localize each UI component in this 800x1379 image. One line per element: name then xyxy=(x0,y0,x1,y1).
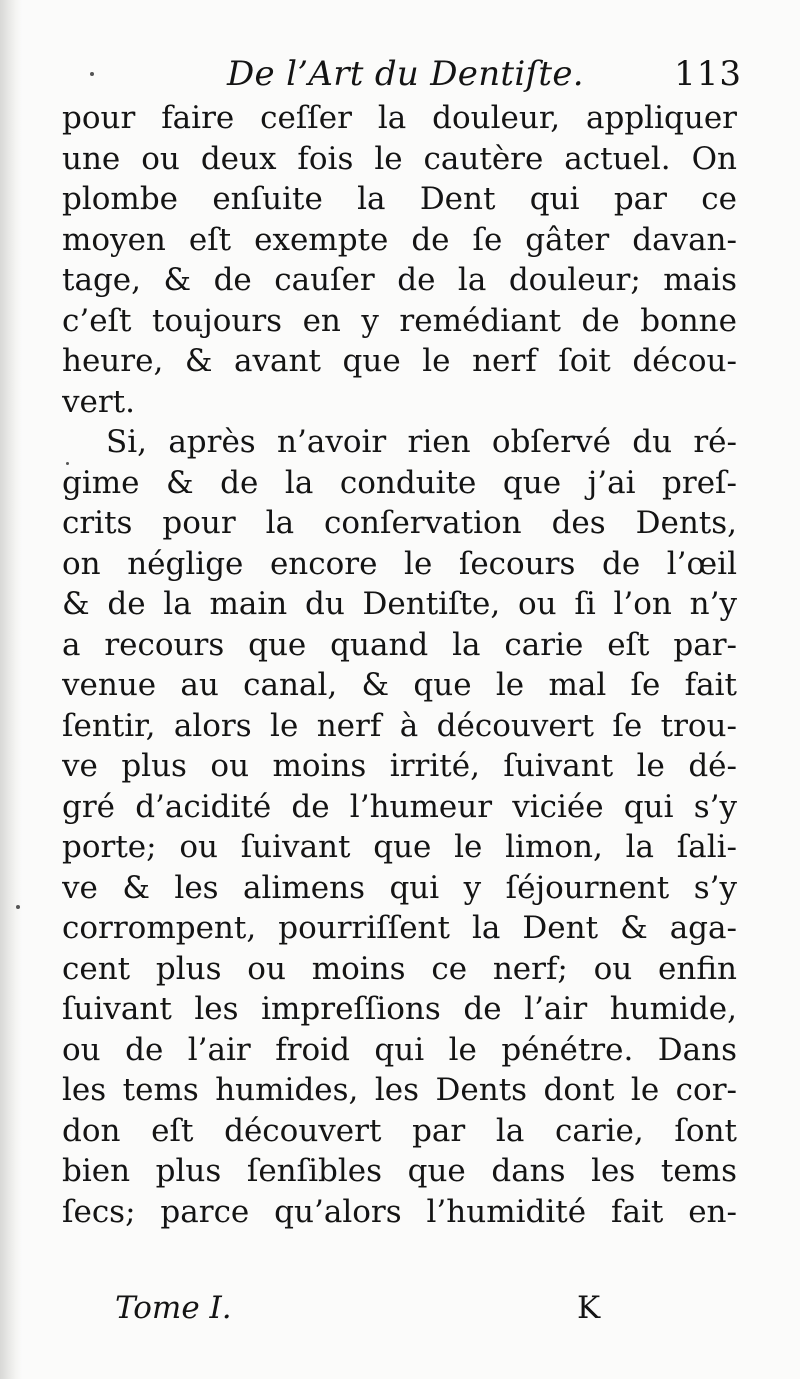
signature-mark: K xyxy=(577,1290,601,1326)
text-line: une ou deux fois le cautère actuel. On xyxy=(62,140,737,177)
text-line: bien plus ſenſibles que dans les tems xyxy=(62,1153,737,1189)
text-line: ſentir, alors le nerf à découvert ſe trou- xyxy=(62,707,737,744)
text-line: gré d’acidité de l’humeur viciée qui s’y xyxy=(62,788,737,825)
ink-speck xyxy=(90,72,94,76)
running-header xyxy=(62,50,742,100)
paragraph-first-line: Si, après n’avoir rien obſervé du ré- xyxy=(106,424,737,460)
text-line: cent plus ou moins ce nerf; ou enfin xyxy=(62,950,737,987)
ink-speck xyxy=(66,462,69,465)
text-line: heure, & avant que le nerf ſoit décou- xyxy=(62,343,737,379)
text-line: vert. xyxy=(62,383,135,420)
page-number: 113 xyxy=(674,54,742,94)
page-edge-shadow xyxy=(0,0,22,1379)
text-line: ve plus ou moins irrité, ſuivant le dé- xyxy=(62,748,737,784)
text-line: c’eſt toujours en y remédiant de bonne xyxy=(62,302,737,339)
ink-speck xyxy=(16,905,20,909)
text-line: moyen eſt exempte de ſe gâter davan- xyxy=(62,221,737,258)
body-text xyxy=(62,98,737,1232)
text-line: don eſt découvert par la carie, ſont xyxy=(62,1112,737,1149)
text-line: gime & de la conduite que j’ai preſ- xyxy=(62,464,737,501)
text-line: pour faire ceſſer la douleur, appliquer xyxy=(62,100,737,136)
running-title: De l’Art du Dentiſte. xyxy=(227,54,584,94)
text-line: ſuivant les impreſſions de l’air humide, xyxy=(62,991,737,1027)
text-line: tage, & de cauſer de la douleur; mais xyxy=(62,262,737,298)
text-line: ve & les alimens qui y ſéjournent s’y xyxy=(62,869,737,906)
text-line: ſecs; parce qu’alors l’humidité fait en- xyxy=(62,1193,737,1230)
text-line: venue au canal, & que le mal ſe fait xyxy=(62,667,737,703)
page-footer xyxy=(115,1290,615,1334)
text-line: les tems humides, les Dents dont le cor- xyxy=(62,1072,737,1108)
text-line: corrompent, pourriſſent la Dent & aga- xyxy=(62,910,737,946)
text-line: porte; ou ſuivant que le limon, la ſali- xyxy=(62,829,737,865)
text-line: a recours que quand la carie eſt par- xyxy=(62,626,737,663)
text-line: crits pour la conſervation des Dents, xyxy=(62,505,737,541)
volume-mark: Tome I. xyxy=(115,1290,232,1326)
text-line: ou de l’air froid qui le pénétre. Dans xyxy=(62,1031,737,1068)
text-line: & de la main du Dentiſte, ou ſi l’on n’y xyxy=(62,586,737,622)
text-line: plombe enſuite la Dent qui par ce xyxy=(62,181,737,217)
text-line: on néglige encore le ſecours de l’œil xyxy=(62,545,737,582)
